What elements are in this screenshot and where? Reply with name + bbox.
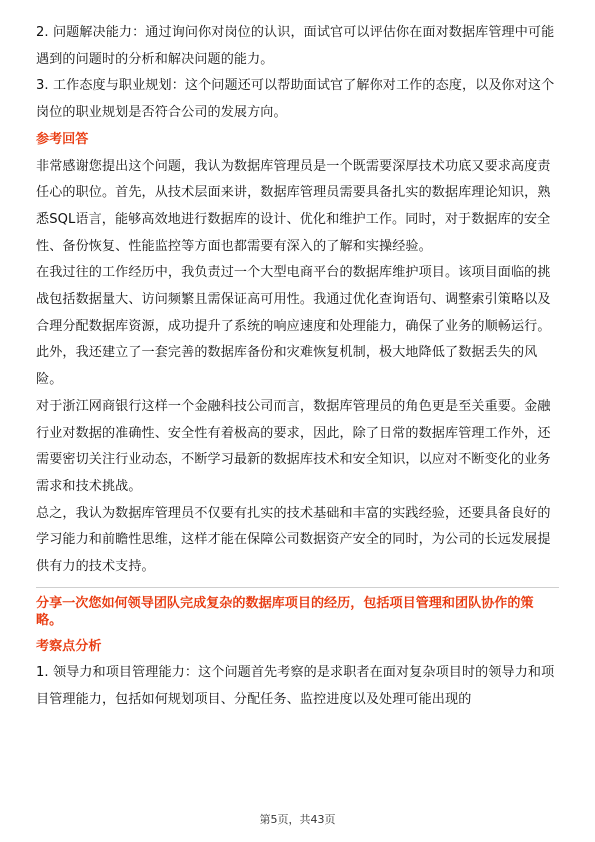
page-content	[36, 20, 559, 714]
answer-paragraph: 在我过往的工作经历中，我负责过一个大型电商平台的数据库维护项目。该项目面临的挑战包括数据量大、访问频繁且需保证高可用性。我通过优化查询语句、调整索引策略以及合理分配数据库资源，成功提升了系统的响应速度和处理能力，确保了业务的顺畅运行。此外，我还建立了一套完善的数据库备份和灾难恢复机制，极大地降低了数据丢失的风险。	[36, 265, 551, 388]
section-divider	[36, 587, 559, 588]
intro-paragraph-2: 2. 问题解决能力：通过询问你对岗位的认识，面试官可以评估你在面对数据库管理中可能遇到的问题时的分析和解决问题的能力。	[36, 25, 555, 67]
page-number-footer: 第5页，共43页	[259, 813, 336, 826]
analysis-paragraph: 1. 领导力和项目管理能力：这个问题首先考察的是求职者在面对复杂项目时的领导力和项目管理能力，包括如何规划项目、分配任务、监控进度以及处理可能出现的	[36, 665, 555, 708]
answer-paragraph: 对于浙江网商银行这样一个金融科技公司而言，数据库管理员的角色更是至关重要。金融行业对数据的准确性、安全性有着极高的要求，因此，除了日常的数据库管理工作外，还需要密切关注行业动态，不断学习最新的数据库技术和安全知识，以应对不断变化的业务需求和技术挑战。	[36, 398, 551, 494]
intro-paragraph-3: 3. 工作态度与职业规划：这个问题还可以帮助面试官了解你对工作的态度，以及你对这个岗位的职业规划是否符合公司的发展方向。	[36, 78, 555, 121]
analysis-label: 考察点分析	[36, 638, 102, 654]
next-question-heading: 分享一次您如何领导团队完成复杂的数据库项目的经历，包括项目管理和团队协作的策略。	[36, 595, 534, 628]
answer-paragraph: 总之，我认为数据库管理员不仅要有扎实的技术基础和丰富的实践经验，还要具备良好的学习能力和前瞻性思维，这样才能在保障公司数据资产安全的同时，为公司的长远发展提供有力的技术支持。	[36, 505, 551, 575]
answer-paragraph: 非常感谢您提出这个问题，我认为数据库管理员是一个既需要深厚技术功底又要求高度责任心的职位。首先，从技术层面来讲，数据库管理员需要具备扎实的数据库理论知识，熟悉SQL语言，能够高效地进行数据库的设计、优化和维护工作。同时，对于数据库的安全性、备份恢复、性能监控等方面也都需要有深入的了解和实操经验。	[36, 158, 551, 254]
answer-label: 参考回答	[36, 131, 89, 147]
